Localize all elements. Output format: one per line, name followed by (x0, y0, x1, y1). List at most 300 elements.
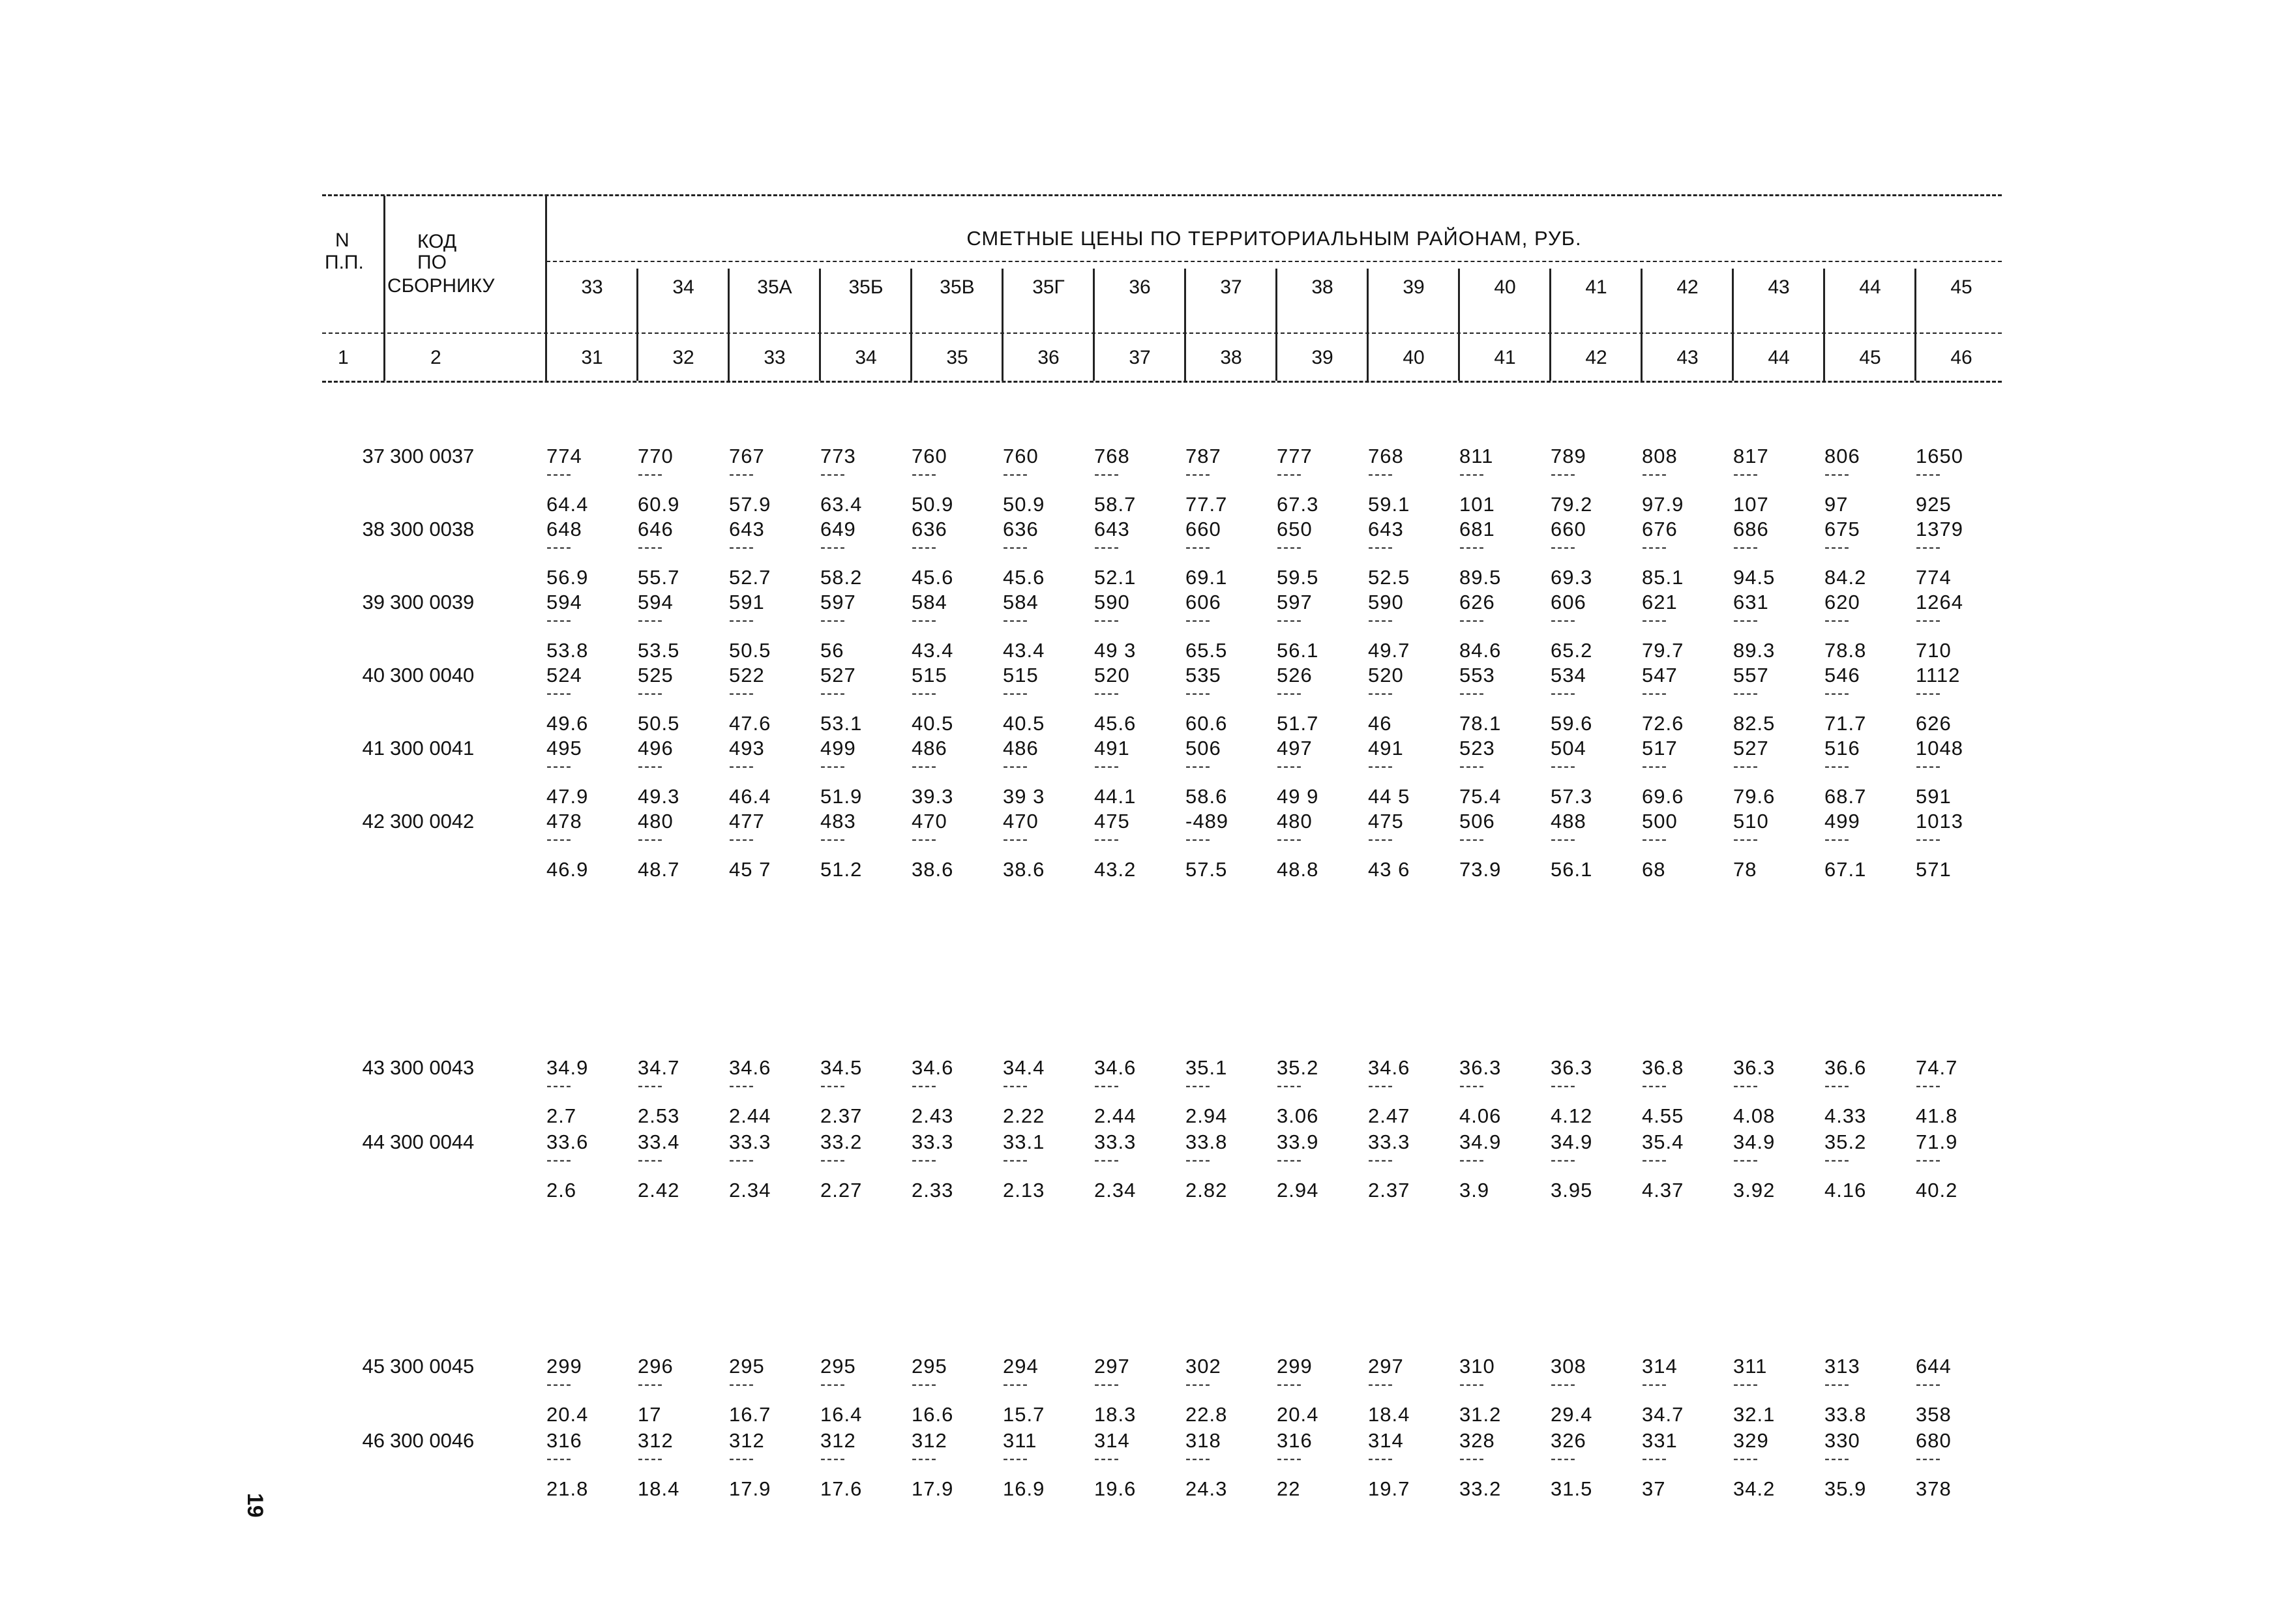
labor-value: 89.3 (1733, 639, 1776, 662)
labor-value: 57.3 (1551, 785, 1593, 808)
price-value: 496 (638, 737, 674, 760)
labor-value: 16.4 (820, 1403, 863, 1426)
fraction-line: ---- (912, 831, 938, 848)
price-value: 660 (1551, 518, 1586, 540)
labor-value: 2.22 (1003, 1104, 1045, 1127)
price-value: 680 (1916, 1429, 1952, 1452)
fraction-line: ---- (1916, 539, 1942, 556)
price-value: 557 (1733, 664, 1769, 687)
labor-value: 63.4 (820, 493, 863, 516)
labor-value: 69.3 (1551, 566, 1593, 589)
price-value: 477 (729, 810, 765, 833)
price-value: 34.7 (638, 1056, 680, 1079)
column-number-8: 36 (1037, 347, 1060, 368)
row-code: 300 0041 (390, 737, 475, 760)
row-number: 42 (362, 810, 385, 833)
labor-value: 2.94 (1185, 1104, 1228, 1127)
fraction-line: ---- (1916, 1376, 1942, 1393)
district-header-8: 37 (1220, 276, 1242, 298)
labor-value: 2.27 (820, 1179, 863, 1202)
price-value: 308 (1551, 1355, 1586, 1378)
fraction-line: ---- (1551, 465, 1577, 483)
fraction-line: ---- (1459, 612, 1485, 629)
column-number-17: 45 (1859, 347, 1881, 368)
labor-value: 52.7 (729, 566, 771, 589)
labor-value: 51.7 (1277, 712, 1319, 735)
price-value: 768 (1368, 445, 1404, 467)
fraction-line: ---- (1824, 758, 1851, 775)
row-number: 38 (362, 518, 385, 540)
fraction-line: ---- (1185, 1077, 1212, 1095)
fraction-line: ---- (1003, 1376, 1029, 1393)
fraction-line: ---- (546, 758, 572, 775)
fraction-line: ---- (546, 465, 572, 483)
price-value: 491 (1368, 737, 1404, 760)
price-value: 296 (638, 1355, 674, 1378)
fraction-line: ---- (1733, 831, 1759, 848)
price-value: 329 (1733, 1429, 1769, 1452)
labor-value: 49 9 (1277, 785, 1319, 808)
price-value: 478 (546, 810, 582, 833)
fraction-line: ---- (1185, 831, 1212, 848)
price-value: 523 (1459, 737, 1495, 760)
price-value: 760 (912, 445, 947, 467)
page-number: 19 (243, 1493, 267, 1518)
labor-value: 56.1 (1551, 858, 1593, 881)
price-value: 35.4 (1642, 1130, 1684, 1153)
row-number: 41 (362, 737, 385, 760)
fraction-line: ---- (729, 1151, 755, 1169)
fraction-line: ---- (1094, 465, 1120, 483)
labor-value: 45.6 (912, 566, 954, 589)
labor-value: 51.2 (820, 858, 863, 881)
price-value: 33.4 (638, 1130, 680, 1153)
fraction-line: ---- (820, 612, 846, 629)
fraction-line: ---- (546, 1077, 572, 1095)
labor-value: 59.6 (1551, 712, 1593, 735)
col-number-2: 2 (430, 347, 441, 368)
price-value: 524 (546, 664, 582, 687)
fraction-line: ---- (546, 539, 572, 556)
fraction-line: ---- (546, 685, 572, 702)
fraction-line: ---- (1368, 685, 1394, 702)
labor-value: 710 (1916, 639, 1952, 662)
labor-value: 43.4 (912, 639, 954, 662)
fraction-line: ---- (1277, 758, 1303, 775)
labor-value: 358 (1916, 1403, 1952, 1426)
fraction-line: ---- (729, 758, 755, 775)
labor-value: 17.9 (912, 1477, 954, 1500)
fraction-line: ---- (1277, 1450, 1303, 1468)
fraction-line: ---- (1824, 612, 1851, 629)
fraction-line: ---- (820, 685, 846, 702)
fraction-line: ---- (1733, 685, 1759, 702)
fraction-line: ---- (1185, 685, 1212, 702)
price-value: 35.2 (1277, 1056, 1319, 1079)
fraction-line: ---- (1459, 758, 1485, 775)
district-header-14: 43 (1768, 276, 1790, 298)
labor-value: 38.6 (1003, 858, 1045, 881)
fraction-line: ---- (1277, 1151, 1303, 1169)
district-header-9: 38 (1311, 276, 1333, 298)
fraction-line: ---- (820, 465, 846, 483)
labor-value: 15.7 (1003, 1403, 1045, 1426)
price-value: 808 (1642, 445, 1678, 467)
price-value: 33.3 (729, 1130, 771, 1153)
fraction-line: ---- (1824, 1376, 1851, 1393)
labor-value: 16.9 (1003, 1477, 1045, 1500)
labor-value: 89.5 (1459, 566, 1502, 589)
fraction-line: ---- (1094, 1376, 1120, 1393)
labor-value: 4.55 (1642, 1104, 1684, 1127)
district-header-3: 35А (757, 276, 792, 298)
labor-value: 45.6 (1094, 712, 1137, 735)
row-code: 300 0039 (390, 591, 475, 613)
fraction-line: ---- (820, 831, 846, 848)
fraction-line: ---- (1277, 612, 1303, 629)
column-number-6: 34 (855, 347, 877, 368)
price-value: 35.2 (1824, 1130, 1867, 1153)
fraction-line: ---- (1642, 758, 1668, 775)
column-number-4: 32 (672, 347, 694, 368)
fraction-line: ---- (546, 1151, 572, 1169)
fraction-line: ---- (1368, 1376, 1394, 1393)
price-value: 631 (1733, 591, 1769, 613)
fraction-line: ---- (1368, 1151, 1394, 1169)
labor-value: 68.7 (1824, 785, 1867, 808)
labor-value: 31.2 (1459, 1403, 1502, 1426)
price-value: 1112 (1916, 664, 1961, 687)
labor-value: 50.9 (912, 493, 954, 516)
price-value: 493 (729, 737, 765, 760)
row-code: 300 0037 (390, 445, 475, 467)
fraction-line: ---- (912, 1376, 938, 1393)
price-value: 486 (912, 737, 947, 760)
fraction-line: ---- (912, 612, 938, 629)
fraction-line: ---- (1824, 831, 1851, 848)
fraction-line: ---- (1003, 465, 1029, 483)
labor-value: 3.06 (1277, 1104, 1319, 1127)
labor-value: 49.6 (546, 712, 589, 735)
labor-value: 46.9 (546, 858, 589, 881)
header-title-rule (546, 261, 2002, 262)
fraction-line: ---- (1916, 612, 1942, 629)
labor-value: 626 (1916, 712, 1952, 735)
fraction-line: ---- (1368, 465, 1394, 483)
labor-value: 46 (1368, 712, 1392, 735)
fraction-line: ---- (1185, 758, 1212, 775)
fraction-line: ---- (1916, 831, 1942, 848)
price-value: 606 (1185, 591, 1221, 613)
price-value: 312 (820, 1429, 856, 1452)
col-code-label-3: СБОРНИКУ (387, 275, 495, 297)
fraction-line: ---- (1277, 539, 1303, 556)
fraction-line: ---- (1642, 465, 1668, 483)
labor-value: 58.7 (1094, 493, 1137, 516)
row-code: 300 0045 (390, 1355, 475, 1378)
price-value: 686 (1733, 518, 1769, 540)
price-value: 636 (1003, 518, 1039, 540)
labor-value: 22.8 (1185, 1403, 1228, 1426)
header-top-rule (322, 194, 2002, 196)
fraction-line: ---- (1185, 1450, 1212, 1468)
fraction-line: ---- (1185, 1376, 1212, 1393)
col-code-label-1: КОД (417, 231, 457, 252)
price-value: 33.8 (1185, 1130, 1228, 1153)
fraction-line: ---- (912, 1450, 938, 1468)
price-value: 312 (912, 1429, 947, 1452)
price-value: 626 (1459, 591, 1495, 613)
price-value: 500 (1642, 810, 1678, 833)
fraction-line: ---- (1094, 758, 1120, 775)
labor-value: 17 (638, 1403, 662, 1426)
labor-value: 49.7 (1368, 639, 1410, 662)
price-value: 314 (1094, 1429, 1130, 1452)
labor-value: 4.16 (1824, 1179, 1867, 1202)
labor-value: 2.37 (820, 1104, 863, 1127)
labor-value: 64.4 (546, 493, 589, 516)
fraction-line: ---- (912, 1077, 938, 1095)
price-value: 34.4 (1003, 1056, 1045, 1079)
price-value: 535 (1185, 664, 1221, 687)
fraction-line: ---- (1459, 685, 1485, 702)
price-value: 515 (912, 664, 947, 687)
column-number-3: 31 (581, 347, 603, 368)
price-value: 522 (729, 664, 765, 687)
fraction-line: ---- (1916, 1450, 1942, 1468)
price-value: 311 (1733, 1355, 1768, 1378)
district-header-16: 45 (1950, 276, 1972, 298)
fraction-line: ---- (1551, 612, 1577, 629)
labor-value: 58.6 (1185, 785, 1228, 808)
fraction-line: ---- (1551, 1151, 1577, 1169)
labor-value: 53.1 (820, 712, 863, 735)
price-value: 295 (820, 1355, 856, 1378)
fraction-line: ---- (820, 1077, 846, 1095)
labor-value: 378 (1916, 1477, 1952, 1500)
fraction-line: ---- (1824, 1077, 1851, 1095)
price-value: 34.9 (1459, 1130, 1502, 1153)
fraction-line: ---- (820, 1151, 846, 1169)
price-value: 660 (1185, 518, 1221, 540)
price-value: 520 (1368, 664, 1404, 687)
fraction-line: ---- (1916, 465, 1942, 483)
fraction-line: ---- (729, 465, 755, 483)
row-code: 300 0038 (390, 518, 475, 540)
fraction-line: ---- (729, 685, 755, 702)
labor-value: 31.5 (1551, 1477, 1593, 1500)
price-value: 510 (1733, 810, 1769, 833)
price-value: 546 (1824, 664, 1860, 687)
price-value: 499 (1824, 810, 1860, 833)
price-value: 314 (1642, 1355, 1678, 1378)
price-value: 650 (1277, 518, 1313, 540)
labor-value: 50.5 (729, 639, 771, 662)
labor-value: 47.9 (546, 785, 589, 808)
district-header-5: 35В (940, 276, 975, 298)
column-number-5: 33 (764, 347, 786, 368)
price-value: 497 (1277, 737, 1313, 760)
price-value: 475 (1368, 810, 1404, 833)
col-number-1: 1 (338, 347, 349, 368)
price-value: 316 (546, 1429, 582, 1452)
price-value: 36.8 (1642, 1056, 1684, 1079)
price-value: 475 (1094, 810, 1130, 833)
labor-value: 2.82 (1185, 1179, 1228, 1202)
labor-value: 2.42 (638, 1179, 680, 1202)
labor-value: 55.7 (638, 566, 680, 589)
price-value: 515 (1003, 664, 1039, 687)
price-value: 486 (1003, 737, 1039, 760)
fraction-line: ---- (912, 1151, 938, 1169)
labor-value: 85.1 (1642, 566, 1684, 589)
fraction-line: ---- (638, 1376, 664, 1393)
fraction-line: ---- (1642, 612, 1668, 629)
labor-value: 40.2 (1916, 1179, 1958, 1202)
price-value: 295 (729, 1355, 765, 1378)
district-header-10: 39 (1403, 276, 1425, 298)
fraction-line: ---- (1916, 1151, 1942, 1169)
labor-value: 56.1 (1277, 639, 1319, 662)
fraction-line: ---- (1824, 1450, 1851, 1468)
fraction-line: ---- (1185, 612, 1212, 629)
fraction-line: ---- (1551, 685, 1577, 702)
price-value: 295 (912, 1355, 947, 1378)
labor-value: 2.94 (1277, 1179, 1319, 1202)
fraction-line: ---- (1551, 1376, 1577, 1393)
column-number-7: 35 (946, 347, 968, 368)
price-value: 330 (1824, 1429, 1860, 1452)
price-value: 33.3 (1094, 1130, 1137, 1153)
fraction-line: ---- (1642, 1450, 1668, 1468)
column-number-11: 39 (1311, 347, 1333, 368)
labor-value: 51.9 (820, 785, 863, 808)
labor-value: 33.8 (1824, 1403, 1867, 1426)
labor-value: 44 5 (1368, 785, 1410, 808)
fraction-line: ---- (638, 1151, 664, 1169)
fraction-line: ---- (1003, 1077, 1029, 1095)
price-value: 590 (1368, 591, 1404, 613)
labor-value: 17.6 (820, 1477, 863, 1500)
fraction-line: ---- (1916, 685, 1942, 702)
price-value: 760 (1003, 445, 1039, 467)
price-value: 504 (1551, 737, 1586, 760)
price-value: 36.3 (1459, 1056, 1502, 1079)
price-value: 643 (729, 518, 765, 540)
labor-value: 84.2 (1824, 566, 1867, 589)
column-number-9: 37 (1129, 347, 1151, 368)
header-mid-rule (322, 332, 2002, 334)
labor-value: 57.5 (1185, 858, 1228, 881)
labor-value: 71.7 (1824, 712, 1867, 735)
fraction-line: ---- (1368, 1450, 1394, 1468)
district-header-13: 42 (1676, 276, 1699, 298)
price-value: 675 (1824, 518, 1860, 540)
fraction-line: ---- (729, 539, 755, 556)
fraction-line: ---- (1916, 758, 1942, 775)
labor-value: 43 6 (1368, 858, 1410, 881)
labor-value: 65.5 (1185, 639, 1228, 662)
labor-value: 69.6 (1642, 785, 1684, 808)
fraction-line: ---- (1642, 685, 1668, 702)
price-value: 33.9 (1277, 1130, 1319, 1153)
fraction-line: ---- (1733, 758, 1759, 775)
row-code: 300 0046 (390, 1429, 475, 1452)
price-value: 649 (820, 518, 856, 540)
fraction-line: ---- (1277, 685, 1303, 702)
labor-value: 18.4 (1368, 1403, 1410, 1426)
labor-value: 47.6 (729, 712, 771, 735)
labor-value: 84.6 (1459, 639, 1502, 662)
price-value: 297 (1368, 1355, 1404, 1378)
price-value: 506 (1459, 810, 1495, 833)
price-value: 597 (820, 591, 856, 613)
fraction-line: ---- (820, 539, 846, 556)
fraction-line: ---- (1733, 612, 1759, 629)
price-value: 311 (1003, 1429, 1037, 1452)
labor-value: 56.9 (546, 566, 589, 589)
labor-value: 97 (1824, 493, 1849, 516)
fraction-line: ---- (1916, 1077, 1942, 1095)
labor-value: 2.6 (546, 1179, 577, 1202)
fraction-line: ---- (638, 1077, 664, 1095)
fraction-line: ---- (1642, 539, 1668, 556)
fraction-line: ---- (1551, 758, 1577, 775)
price-value: 643 (1094, 518, 1130, 540)
fraction-line: ---- (729, 1376, 755, 1393)
labor-value: 2.43 (912, 1104, 954, 1127)
labor-value: 52.1 (1094, 566, 1137, 589)
labor-value: 29.4 (1551, 1403, 1593, 1426)
fraction-line: ---- (638, 539, 664, 556)
fraction-line: ---- (1094, 1077, 1120, 1095)
labor-value: 2.13 (1003, 1179, 1045, 1202)
district-header-11: 40 (1494, 276, 1516, 298)
price-value: 520 (1094, 664, 1130, 687)
labor-value: 52.5 (1368, 566, 1410, 589)
fraction-line: ---- (1642, 1151, 1668, 1169)
labor-value: 67.3 (1277, 493, 1319, 516)
labor-value: 4.12 (1551, 1104, 1593, 1127)
column-number-12: 40 (1403, 347, 1425, 368)
fraction-line: ---- (1551, 831, 1577, 848)
fraction-line: ---- (638, 831, 664, 848)
price-value: 35.1 (1185, 1056, 1228, 1079)
labor-value: 2.34 (1094, 1179, 1137, 1202)
column-number-18: 46 (1950, 347, 1972, 368)
price-value: 806 (1824, 445, 1860, 467)
fraction-line: ---- (1733, 1077, 1759, 1095)
table-title: СМЕТНЫЕ ЦЕНЫ ПО ТЕРРИТОРИАЛЬНЫМ РАЙОНАМ, РУБ. (966, 227, 1582, 250)
labor-value: 2.47 (1368, 1104, 1410, 1127)
labor-value: 48.7 (638, 858, 680, 881)
price-value: 297 (1094, 1355, 1130, 1378)
labor-value: 19.6 (1094, 1477, 1137, 1500)
labor-value: 3.95 (1551, 1179, 1593, 1202)
price-value: 33.2 (820, 1130, 863, 1153)
price-value: 620 (1824, 591, 1860, 613)
district-header-12: 41 (1585, 276, 1607, 298)
labor-value: 33.2 (1459, 1477, 1502, 1500)
labor-value: 16.7 (729, 1403, 771, 1426)
price-value: 314 (1368, 1429, 1404, 1452)
price-value: 1650 (1916, 445, 1963, 467)
labor-value: 17.9 (729, 1477, 771, 1500)
column-number-14: 42 (1585, 347, 1607, 368)
price-value: 590 (1094, 591, 1130, 613)
fraction-line: ---- (546, 831, 572, 848)
labor-value: 67.1 (1824, 858, 1867, 881)
